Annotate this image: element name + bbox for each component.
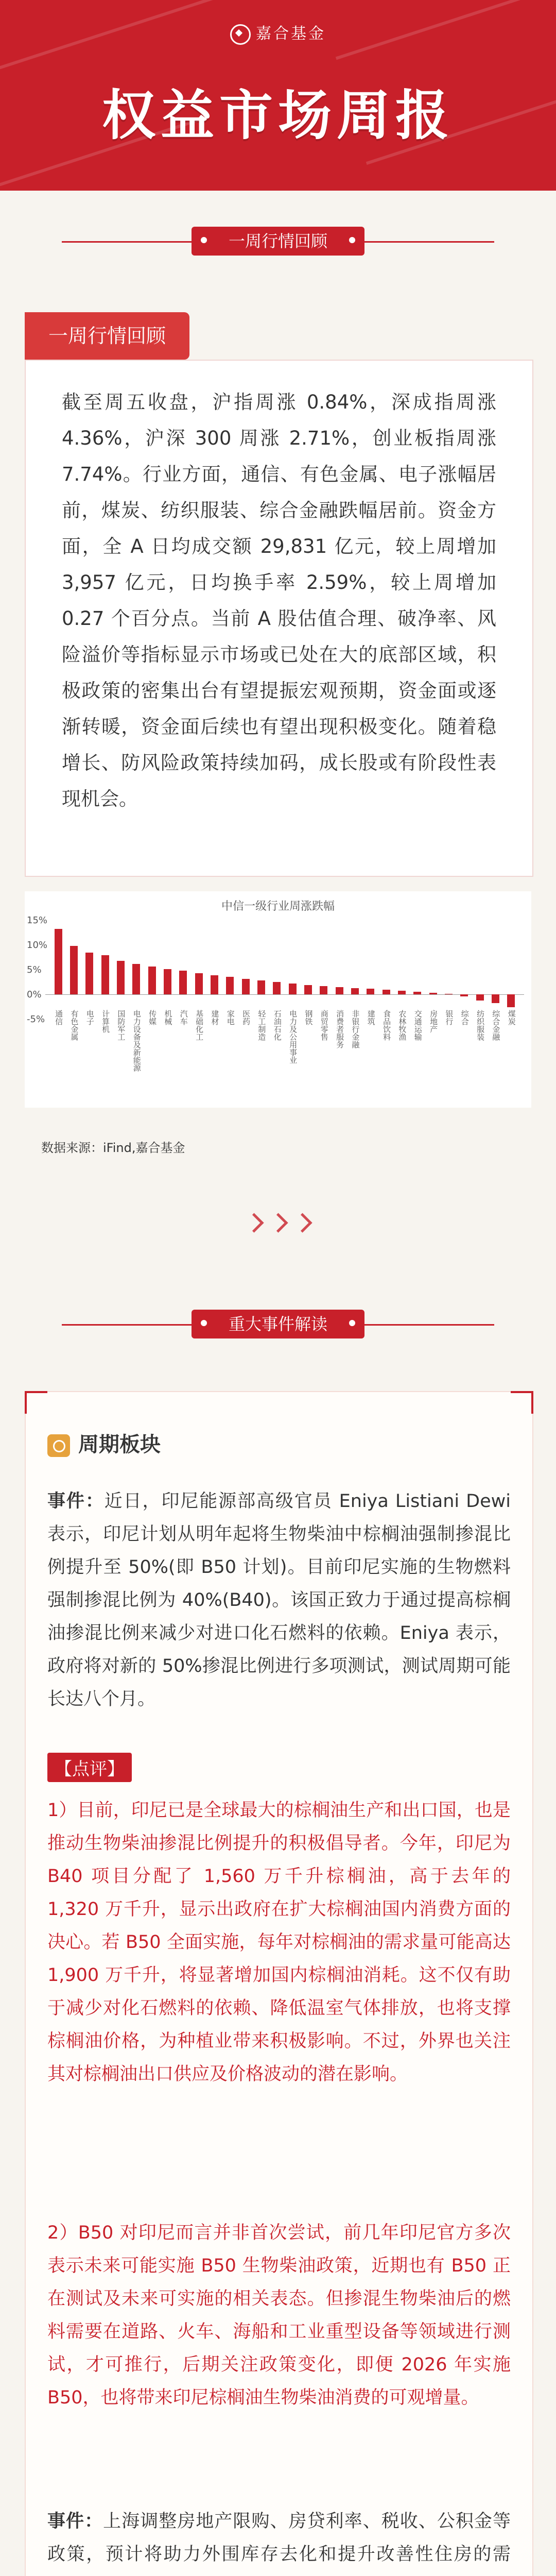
section-pill-review bbox=[0, 224, 556, 260]
chart-bar bbox=[148, 967, 156, 994]
chart-category-label: 建材 bbox=[210, 1010, 220, 1025]
chart-bar bbox=[101, 955, 109, 994]
chart-category-label: 传媒 bbox=[148, 1010, 158, 1025]
chart-category-label: 食品饮料 bbox=[382, 1010, 392, 1041]
page-title: 权益市场周报 bbox=[101, 83, 454, 147]
ytick-15: 15% bbox=[27, 915, 48, 926]
chart-category-label: 轻工制造 bbox=[257, 1010, 267, 1041]
section-pill-events bbox=[0, 1307, 556, 1343]
ytick-5: 5% bbox=[27, 964, 42, 975]
chart-bar bbox=[367, 989, 374, 994]
chart-bar bbox=[383, 990, 390, 994]
chart-bar bbox=[507, 994, 515, 1007]
chart-bar bbox=[55, 929, 62, 994]
market-review-card bbox=[25, 360, 533, 877]
chart-bar bbox=[195, 973, 203, 994]
chart-category-label: 电力设备及新能源 bbox=[132, 1010, 142, 1072]
chart-category-label: 有色金属 bbox=[70, 1010, 79, 1041]
chart-bar bbox=[492, 994, 499, 1003]
chart-category-label: 汽车 bbox=[179, 1010, 188, 1025]
chart-source: 数据来源：iFind,嘉合基金 bbox=[41, 1141, 185, 1155]
chart-category-label: 纺织服装 bbox=[476, 1010, 485, 1041]
chart-category-label: 非银行金融 bbox=[351, 1010, 360, 1048]
industry-chart bbox=[25, 891, 531, 1108]
chart-bar bbox=[320, 986, 327, 994]
sub-head-text: 周期板块 bbox=[78, 1433, 161, 1456]
corner-decoration bbox=[25, 1391, 47, 1414]
chart-category-label: 石油石化 bbox=[272, 1010, 282, 1041]
divider-arrows bbox=[0, 1216, 556, 1231]
chart-bar bbox=[460, 994, 468, 996]
chart-category-label: 银行 bbox=[444, 1010, 454, 1025]
brand-mark-icon bbox=[230, 24, 251, 45]
corner-decoration bbox=[511, 1391, 533, 1414]
chart-bar bbox=[273, 982, 281, 994]
chart-bar bbox=[476, 994, 484, 1001]
chart-bar bbox=[132, 964, 140, 994]
chart-category-label: 医药 bbox=[241, 1010, 251, 1025]
ytick-10: 10% bbox=[27, 940, 48, 951]
section-tag-review: 一周行情回顾 bbox=[25, 312, 189, 360]
chart-zero-line bbox=[45, 994, 524, 995]
chart-bar bbox=[164, 969, 171, 994]
chart-bar bbox=[351, 988, 359, 994]
chart-category-label: 钢铁 bbox=[304, 1010, 314, 1025]
chart-category-label: 基础化工 bbox=[195, 1010, 204, 1041]
pill-label: 重大事件解读 bbox=[192, 1310, 364, 1338]
chart-title: 中信一级行业周涨跌幅 bbox=[221, 900, 335, 913]
chart-category-label: 计算机 bbox=[101, 1010, 111, 1033]
chart-bar bbox=[85, 953, 93, 994]
chart-bar bbox=[398, 991, 406, 994]
chart-category-label: 电子 bbox=[85, 1010, 95, 1025]
chart-category-label: 煤炭 bbox=[507, 1010, 516, 1025]
events-card bbox=[25, 1391, 533, 2576]
chart-bar bbox=[289, 984, 297, 994]
chart-category-label: 综合 bbox=[460, 1010, 470, 1025]
comment-tag: 【点评】 bbox=[47, 1753, 132, 1782]
chart-bar bbox=[257, 980, 265, 994]
chart-category-label: 综合金融 bbox=[491, 1010, 501, 1041]
market-review-text: 截至周五收盘，沪指周涨 0.84%，深成指周涨 4.36%，沪深 300 周涨 2.71%，创业板指周涨 7.74%。行业方面，通信、有色金属、电子涨幅居前，煤炭、纺织服装、综合金融跌幅居前。资金方面，全 A 日均成交额 29,831 亿元，较上周增加 3,957 亿元，日均换手率 2.59%，较上周增加0.27 个百分点。当前 A 股估值合理、破净率、风险溢价等指标显示市场或已处在大的底部区域，积极政策的密集出台有望提振宏观预期，资金面或逐渐转暖，资金面后续也有望出现积极变化。随着稳增长、防风险政策持续加码，成长股或有阶段性表现机会。 bbox=[62, 391, 496, 810]
comment-1: 1）目前，印尼已是全球最大的棕榈油生产和出口国，也是推动生物柴油掺混比例提升的积极倡导者。今年，印尼为 B40 项目分配了 1,560 万千升棕榈油，高于去年的 1,320 万千升，显示出政府在扩大棕榈油国内消费方面的决心。若 B50 全面实施，每年对棕榈油的需求量可能高达 1,900 万千升，将显著增加国内棕榈油消耗。这不仅有助于减少对化石燃料的依赖、降低温室气体排放，也将支撑棕榈油价格，为种植业带来积极影响。不过，外界也关注其对棕榈油出口供应及价格波动的潜在影响。 bbox=[47, 1800, 511, 2084]
pill-label: 一周行情回顾 bbox=[192, 227, 364, 256]
chart-bar bbox=[211, 975, 218, 994]
brand-logo bbox=[0, 21, 556, 45]
event-text: 近日，印尼能源部高级官员 Eniya Listiani Dewi 表示，印尼计划从明年起将生物柴油中棕榈油强制掺混比例提升至 50%(即 B50 计划)。目前印尼实施的生物燃料强制掺混比例为 40%(B40)。该国正致力于通过提高棕榈油掺混比例来减少对进口化石燃料的依赖。Eniya 表示，政府将对新的 50%掺混比例进行多项测试，测试周期可能长达八个月。 bbox=[47, 1491, 511, 1709]
chart-category-label: 国防军工 bbox=[116, 1010, 126, 1041]
chart-bar bbox=[429, 993, 437, 994]
chart-bar bbox=[226, 977, 234, 994]
chart-bar bbox=[304, 985, 312, 994]
chart-bar bbox=[242, 979, 250, 994]
event-text: 上海调整房地产限购、房贷利率、税收、公积金等政策，预计将助力外围库存去化和提升改善性住房的需 bbox=[47, 2511, 511, 2565]
ytick-neg5: -5% bbox=[27, 1014, 45, 1025]
chart-category-label: 房地产 bbox=[429, 1010, 439, 1033]
chart-category-label: 交通运输 bbox=[413, 1010, 423, 1041]
header-banner bbox=[0, 0, 556, 191]
chart-bar bbox=[70, 946, 78, 994]
ytick-0: 0% bbox=[27, 989, 42, 1000]
chart-category-label: 建筑 bbox=[366, 1010, 376, 1025]
cycle-sector-icon bbox=[47, 1434, 70, 1457]
event-1 bbox=[47, 1485, 511, 1716]
chart-category-label: 消费者服务 bbox=[335, 1010, 345, 1048]
chart-category-label: 商贸零售 bbox=[319, 1010, 329, 1041]
chart-category-label: 通信 bbox=[54, 1010, 64, 1025]
chart-category-label: 农林牧渔 bbox=[397, 1010, 407, 1041]
chart-bar bbox=[117, 961, 125, 994]
chart-bar bbox=[336, 987, 343, 994]
comment-2: 2）B50 对印尼而言并非首次尝试，前几年印尼官方多次表示未来可能实施 B50 生物柴油政策，近期也有 B50 正在测试及未来可实施的相关表态。但掺混生物柴油后的燃料需要在道路、火车、海船和工业重型设备等领域进行测试，才可推行，后期关注政策变化，即便 2026 年实施 B50，也将带来印尼棕榈油生物柴油消费的可观增量。 bbox=[47, 2223, 511, 2408]
chart-bar bbox=[179, 971, 187, 994]
event-label: 事件： bbox=[47, 1491, 105, 1512]
chart-category-label: 家电 bbox=[225, 1010, 235, 1025]
chart-bar bbox=[413, 992, 421, 994]
event-2 bbox=[47, 2505, 511, 2576]
sub-head-cycle bbox=[47, 1428, 161, 1458]
event-label: 事件： bbox=[47, 2511, 103, 2532]
chart-category-label: 机械 bbox=[163, 1010, 173, 1025]
chart-category-label: 电力及公用事业 bbox=[288, 1010, 298, 1064]
brand-name: 嘉合基金 bbox=[256, 25, 326, 43]
